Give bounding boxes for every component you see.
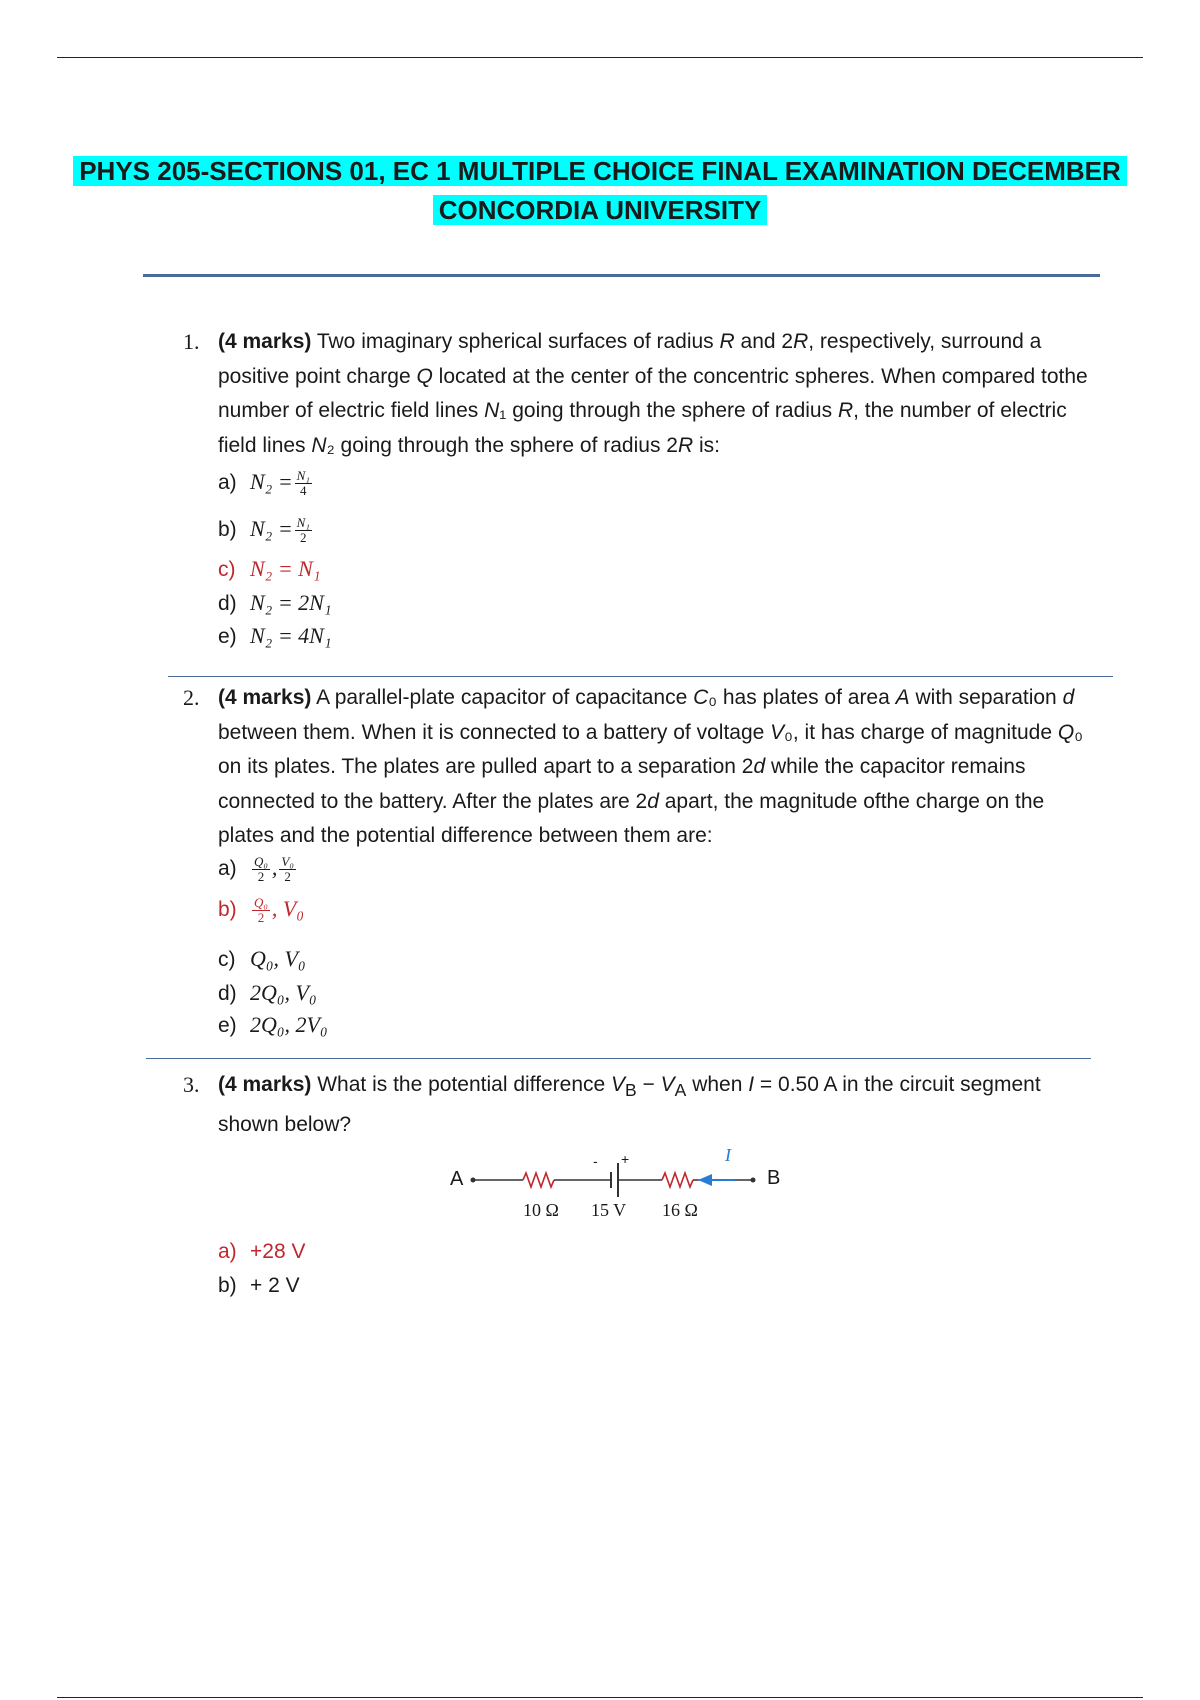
question-body: What is the potential difference $V_B - V_A$ when I = 0.50 A in the circuit segment shown below? [218, 1073, 1041, 1136]
resistor-16-label: 16 Ω [662, 1200, 698, 1220]
question-body: Two imaginary spherical surfaces of radius R and 2R, respectively, surround a positive point charge Q located at the center of the concentric spheres. When compared tothe number of electric field lines N₁ going through the sphere of radius R, the number of electric field lines N₂ going through the sphere of radius 2R is: [218, 330, 1088, 457]
option-2b[interactable]: b) $\frac{\text{Q₀}}{2}$ , V₀ [218, 894, 305, 925]
question-number: 3. [183, 1072, 200, 1097]
current-label: I [725, 1145, 731, 1165]
fraction: $\frac{\text{N₁}}{2}$ [296, 514, 310, 545]
resistor-10 [523, 1173, 554, 1187]
option-1e[interactable]: e) N₂ = 4N₁ [218, 623, 332, 648]
question-2 [183, 681, 1103, 854]
option-2a[interactable]: a) $\frac{\text{Q₀}}{2}$ , $\frac{\text{V₀}}{2}$ [218, 853, 294, 884]
fraction: $\frac{\text{Q₀}}{2}$ [254, 853, 268, 884]
question-number: 1. [183, 329, 200, 354]
exam-subtitle [0, 191, 1200, 229]
title-line-1: PHYS 205-SECTIONS 01, EC 1 MULTIPLE CHOICE FINAL EXAMINATION DECEMBER [73, 156, 1127, 186]
battery-minus: - [593, 1153, 598, 1169]
resistor-10-label: 10 Ω [523, 1200, 559, 1220]
fraction: $\frac{\text{Q₀}}{2}$ [254, 894, 268, 925]
header-divider [143, 274, 1100, 277]
question-marks: (4 marks) [218, 1073, 312, 1096]
node-b-terminal [751, 1178, 756, 1183]
circuit-wiring [440, 1145, 800, 1205]
question-3 [183, 1068, 1103, 1142]
circuit-diagram [440, 1145, 800, 1225]
option-1d[interactable]: d) N₂ = 2N₁ [218, 590, 332, 615]
resistor-16 [662, 1173, 693, 1187]
fraction: $\frac{\text{V₀}}{2}$ [281, 853, 294, 884]
battery-plus: + [621, 1151, 630, 1167]
battery-label: 15 V [591, 1200, 627, 1220]
option-2d[interactable]: d) 2Q₀, V₀ [218, 980, 317, 1005]
option-1a[interactable]: a) N₂ = $\frac{\text{N₁}}{4}$ [218, 467, 310, 498]
divider-2 [146, 1058, 1091, 1059]
node-a-label: A [450, 1168, 464, 1190]
option-1b[interactable]: b) N₂ = $\frac{\text{N₁}}{2}$ [218, 514, 310, 545]
question-text [218, 681, 1103, 854]
top-rule [57, 57, 1143, 58]
bottom-rule [57, 1697, 1143, 1698]
question-number: 2. [183, 685, 200, 710]
question-body: A parallel-plate capacitor of capacitance C₀ has plates of area A with separation d between them. When it is connected to a battery of voltage V₀, it has charge of magnitude Q₀ on its plates. The plates are pulled apart to a separation 2d while the capacitor remains connected to the battery. After the plates are 2d apart, the magnitude ofthe charge on the plates and the potential difference between them are: [218, 686, 1083, 847]
question-text [218, 1068, 1103, 1142]
exam-title [0, 152, 1200, 190]
title-line-2: CONCORDIA UNIVERSITY [433, 195, 768, 225]
fraction: $\frac{\text{N₁}}{4}$ [296, 467, 310, 498]
option-1c[interactable]: c) N₂ = N₁ [218, 556, 321, 581]
option-3a[interactable]: a) +28 V [218, 1240, 306, 1263]
question-marks: (4 marks) [218, 330, 312, 353]
option-3b[interactable]: b) + 2 V [218, 1274, 300, 1297]
current-arrow-icon [698, 1174, 712, 1186]
option-2e[interactable]: e) 2Q₀, 2V₀ [218, 1012, 328, 1037]
option-2c[interactable]: c) Q₀, V₀ [218, 946, 306, 971]
question-marks: (4 marks) [218, 686, 312, 709]
node-b-label: B [767, 1167, 781, 1189]
divider-1 [168, 676, 1113, 677]
question-text [218, 325, 1103, 463]
question-1 [183, 325, 1103, 463]
